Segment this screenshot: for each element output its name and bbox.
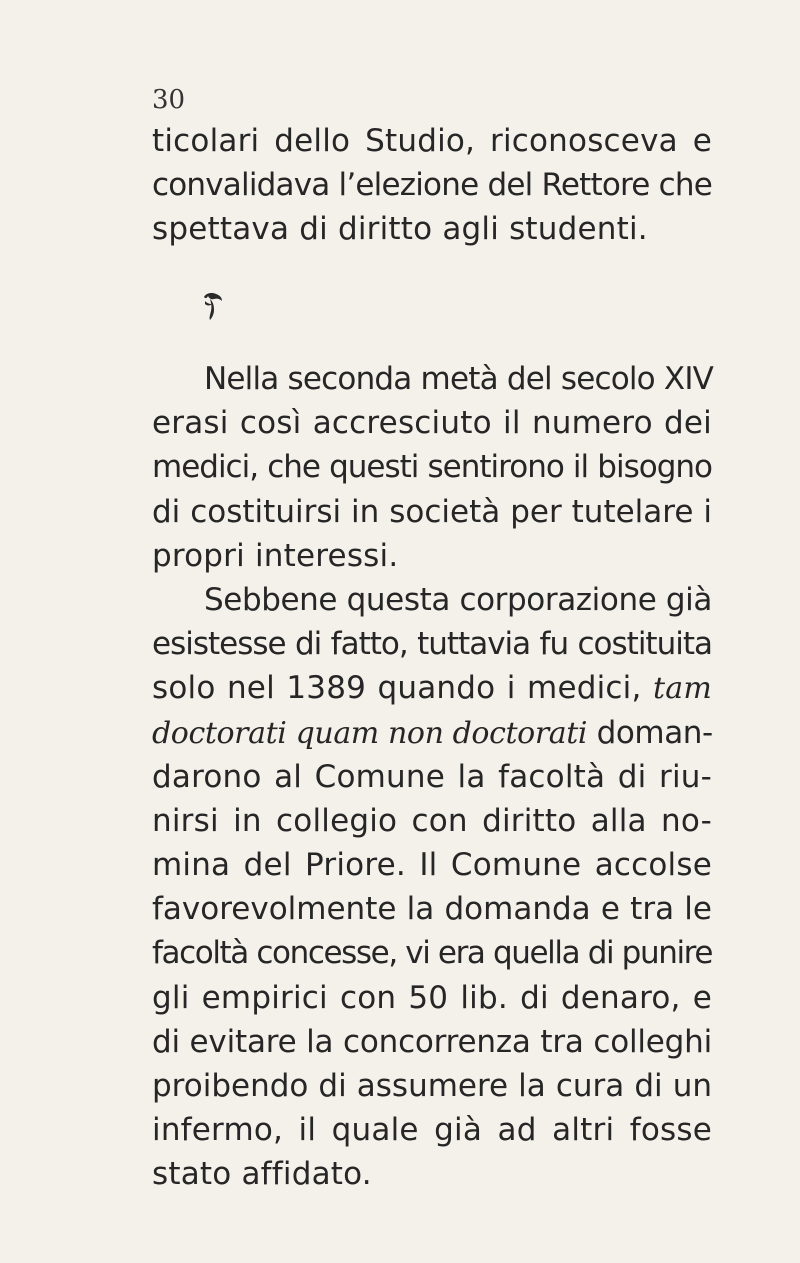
text-line-mixed [152,711,712,755]
text-line: spettava di diritto agli studenti. [152,211,648,248]
text-line: stato affidato. [152,1156,372,1193]
text-line: facoltà concesse, vi era quella di punire [152,935,712,972]
paragraph-main [152,357,712,1197]
fleuron-icon [200,291,224,321]
text-run: solo nel 1389 quando i medici, [152,670,653,707]
page-number: 30 [152,85,186,115]
italic-text: doctorati quam non doctorati [152,715,588,751]
text-line: nirsi in collegio con diritto alla no- [152,802,712,839]
text-line: esistesse di fatto, tuttavia fu costituita [152,626,712,663]
text-line: proibendo di assumere la cura di un [152,1068,712,1104]
text-line: medici, che questi sentirono il bisogno [152,449,712,486]
text-line: Sebbene questa corporazione già [204,581,712,618]
paragraph-continuation [152,119,712,252]
text-line: propri interessi. [152,537,399,574]
text-line: ticolari dello Studio, riconosceva e [152,123,712,159]
text-line: Nella seconda metà del secolo XIV [204,361,714,397]
text-line: di costituirsi in società per tutelare i [152,493,712,530]
text-line: erasi così accresciuto il numero dei [152,405,712,442]
text-line: gli empirici con 50 lib. di denaro, e [152,979,712,1016]
text-run: doman- [587,714,713,751]
text-line: convalidava l’elezione del Rettore che [152,167,712,204]
text-line: di evitare la concorrenza tra colleghi [152,1023,712,1060]
text-line: mina del Priore. Il Comune accolse [152,847,712,884]
text-line: favorevolmente la domanda e tra le [152,891,712,928]
text-line: infermo, il quale già ad altri fosse [152,1112,712,1149]
italic-text: tam [653,671,712,707]
text-line-mixed [152,666,712,710]
text-line: darono al Comune la facoltà di riu- [152,758,712,795]
